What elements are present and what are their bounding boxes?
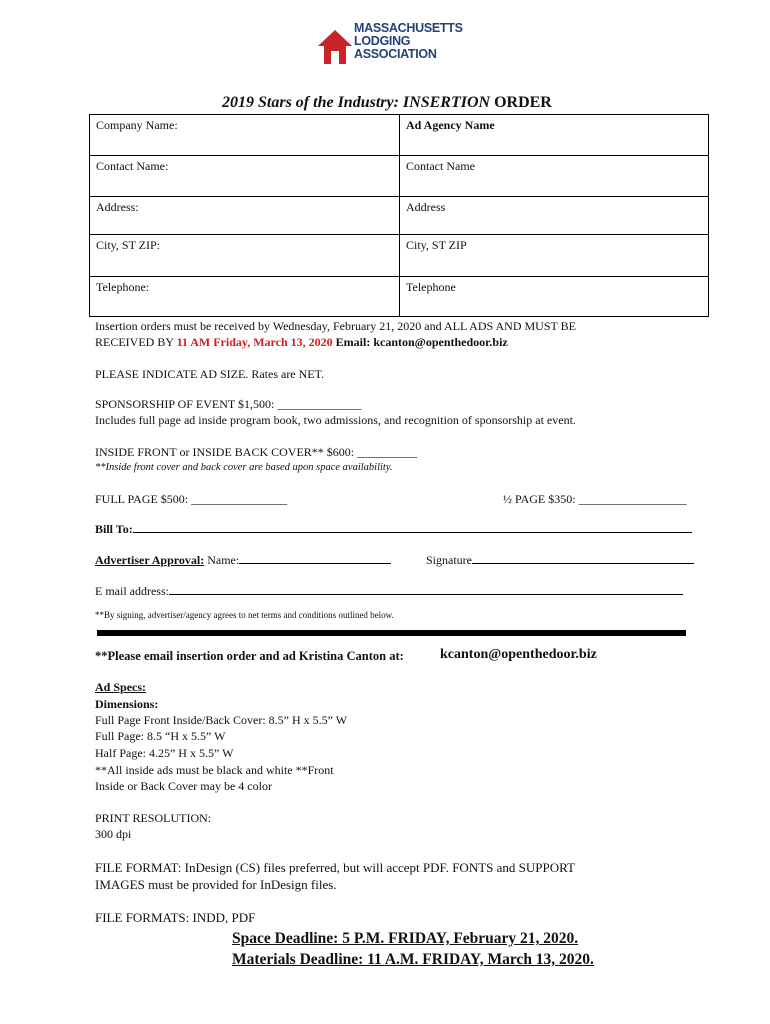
ad-agency-name-field[interactable]	[400, 115, 709, 156]
table-row	[90, 197, 709, 235]
city-state-zip-field[interactable]: City, ST ZIP:	[90, 235, 400, 277]
file-format-line-1: FILE FORMAT: InDesign (CS) files preferred, but will accept PDF. FONTS and SUPPORT	[95, 860, 575, 875]
insertion-deadline-line-1: Insertion orders must be received by Wednesday, February 21, 2020 and ALL ADS AND MUST BE	[95, 319, 576, 333]
cover-note: **Inside front cover and back cover are based upon space availability.	[95, 462, 393, 473]
bill-to-blank[interactable]	[133, 522, 692, 533]
spec-line: **All inside ads must be black and white **Front	[95, 763, 334, 777]
ad-agency-name-label: Ad Agency Name	[406, 118, 495, 132]
file-format-line-2: IMAGES must be provided for InDesign files.	[95, 877, 337, 892]
signature-label: Signature	[426, 553, 472, 567]
signing-note: **By signing, advertiser/agency agrees to net terms and conditions outlined below.	[95, 610, 394, 620]
ad-specs-heading: Ad Specs:	[95, 680, 147, 694]
approval-name-blank[interactable]	[239, 553, 391, 564]
agency-contact-name-field[interactable]: Contact Name	[400, 156, 709, 197]
received-by-date: 11 AM Friday, March 13, 2020	[176, 335, 333, 349]
approval-name-label: Name:	[204, 553, 240, 567]
email-instruction: **Please email insertion order and ad Kristina Canton at:	[95, 649, 404, 663]
email-address-field[interactable]	[95, 584, 683, 599]
print-resolution-label: PRINT RESOLUTION:	[95, 811, 212, 825]
logo-line-3: ASSOCIATION	[354, 47, 437, 61]
full-page-option[interactable]: FULL PAGE $500: ________________	[95, 492, 288, 506]
spec-line: Inside or Back Cover may be 4 color	[95, 779, 272, 793]
agency-city-state-zip-field[interactable]: City, ST ZIP	[400, 235, 709, 277]
spec-line: Half Page: 4.25” H x 5.5” W	[95, 746, 234, 760]
document-title	[222, 94, 552, 112]
spec-line: Full Page: 8.5 “H x 5.5” W	[95, 729, 226, 743]
table-row	[90, 277, 709, 317]
materials-deadline: Materials Deadline: 11 A.M. FRIDAY, March 13, 2020.	[232, 951, 594, 968]
house-icon	[318, 24, 352, 64]
title-plain: ORDER	[490, 94, 552, 111]
logo-line-1: MASSACHUSETTS	[354, 21, 463, 35]
logo-text	[354, 22, 463, 61]
email-address-label: E mail address:	[95, 584, 169, 598]
sponsorship-description: Includes full page ad inside program book, two admissions, and recognition of sponsorship at event.	[95, 413, 576, 427]
spec-line: Full Page Front Inside/Back Cover: 8.5” H x 5.5” W	[95, 713, 348, 727]
insertion-deadline-line-2	[95, 335, 508, 350]
advertiser-approval-row	[95, 553, 391, 568]
bill-to-field[interactable]	[95, 522, 692, 537]
telephone-field[interactable]: Telephone:	[90, 277, 400, 317]
contact-name-field[interactable]: Contact Name:	[90, 156, 400, 197]
bill-to-label: Bill To:	[95, 522, 133, 536]
company-name-field[interactable]: Company Name:	[90, 115, 400, 156]
print-resolution-value: 300 dpi	[95, 827, 132, 841]
advertiser-approval-label: Advertiser Approval:	[95, 553, 205, 567]
agency-telephone-field[interactable]: Telephone	[400, 277, 709, 317]
section-divider	[97, 630, 686, 636]
address-field[interactable]: Address:	[90, 197, 400, 235]
table-row	[90, 115, 709, 156]
table-row	[90, 156, 709, 197]
title-italic: 2019 Stars of the Industry: INSERTION	[222, 94, 491, 111]
cover-option[interactable]: INSIDE FRONT or INSIDE BACK COVER** $600: __________	[95, 445, 418, 459]
space-deadline: Space Deadline: 5 P.M. FRIDAY, February 21, 2020.	[232, 930, 579, 947]
signature-blank[interactable]	[472, 553, 694, 564]
contact-email-text: Email: kcanton@openthedoor.biz	[332, 335, 508, 349]
email-instruction-address[interactable]: kcanton@openthedoor.biz	[440, 647, 597, 662]
sponsorship-option[interactable]: SPONSORSHIP OF EVENT $1,500: ______________	[95, 397, 362, 411]
email-address-blank[interactable]	[169, 584, 683, 595]
indicate-ad-size: PLEASE INDICATE AD SIZE. Rates are NET.	[95, 367, 325, 381]
table-row	[90, 235, 709, 277]
contact-table	[89, 114, 709, 317]
dimensions-heading: Dimensions:	[95, 697, 159, 711]
received-by-text: RECEIVED BY	[95, 335, 177, 349]
signature-row	[426, 553, 694, 568]
half-page-option[interactable]: ½ PAGE $350: __________________	[503, 492, 687, 506]
file-formats: FILE FORMATS: INDD, PDF	[95, 910, 256, 925]
logo-line-2: LODGING	[354, 34, 411, 48]
agency-address-field[interactable]: Address	[400, 197, 709, 235]
mla-logo	[318, 22, 468, 66]
